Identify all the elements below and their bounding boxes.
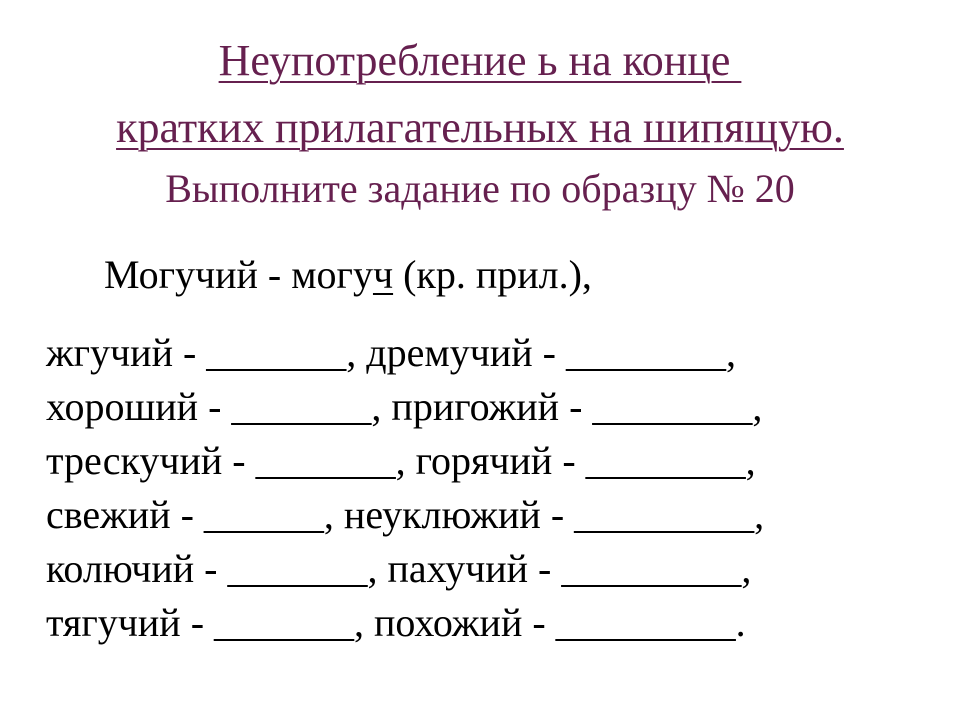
exercise-line: хороший - _______, пригожий - ________, [46, 384, 763, 429]
exercise-line: колючий - _______, пахучий - _________, [46, 546, 752, 591]
example-underlined-letter: ч [372, 252, 394, 297]
title-line-2-text: кратких прилагательных на шипящую. [116, 103, 844, 152]
title-line-1-text: Неупотребление ь на конце [218, 36, 742, 85]
exercise-line: свежий - ______, неуклюжий - _________, [46, 492, 765, 537]
subtitle: Выполните задание по образцу № 20 [165, 166, 795, 211]
example-prefix: Могучий - могу [104, 252, 373, 297]
exercise-line: тягучий - _______, похожий - _________. [46, 600, 746, 645]
exercise-line: жгучий - _______, дремучий - ________, [46, 330, 736, 375]
exercise-lines [46, 326, 764, 650]
title-line-1 [0, 34, 960, 88]
title-line-2 [0, 101, 960, 155]
exercise-line: трескучий - _______, горячий - ________, [46, 438, 756, 483]
example-suffix: (кр. прил.), [393, 252, 592, 297]
example-sentence [104, 250, 592, 300]
